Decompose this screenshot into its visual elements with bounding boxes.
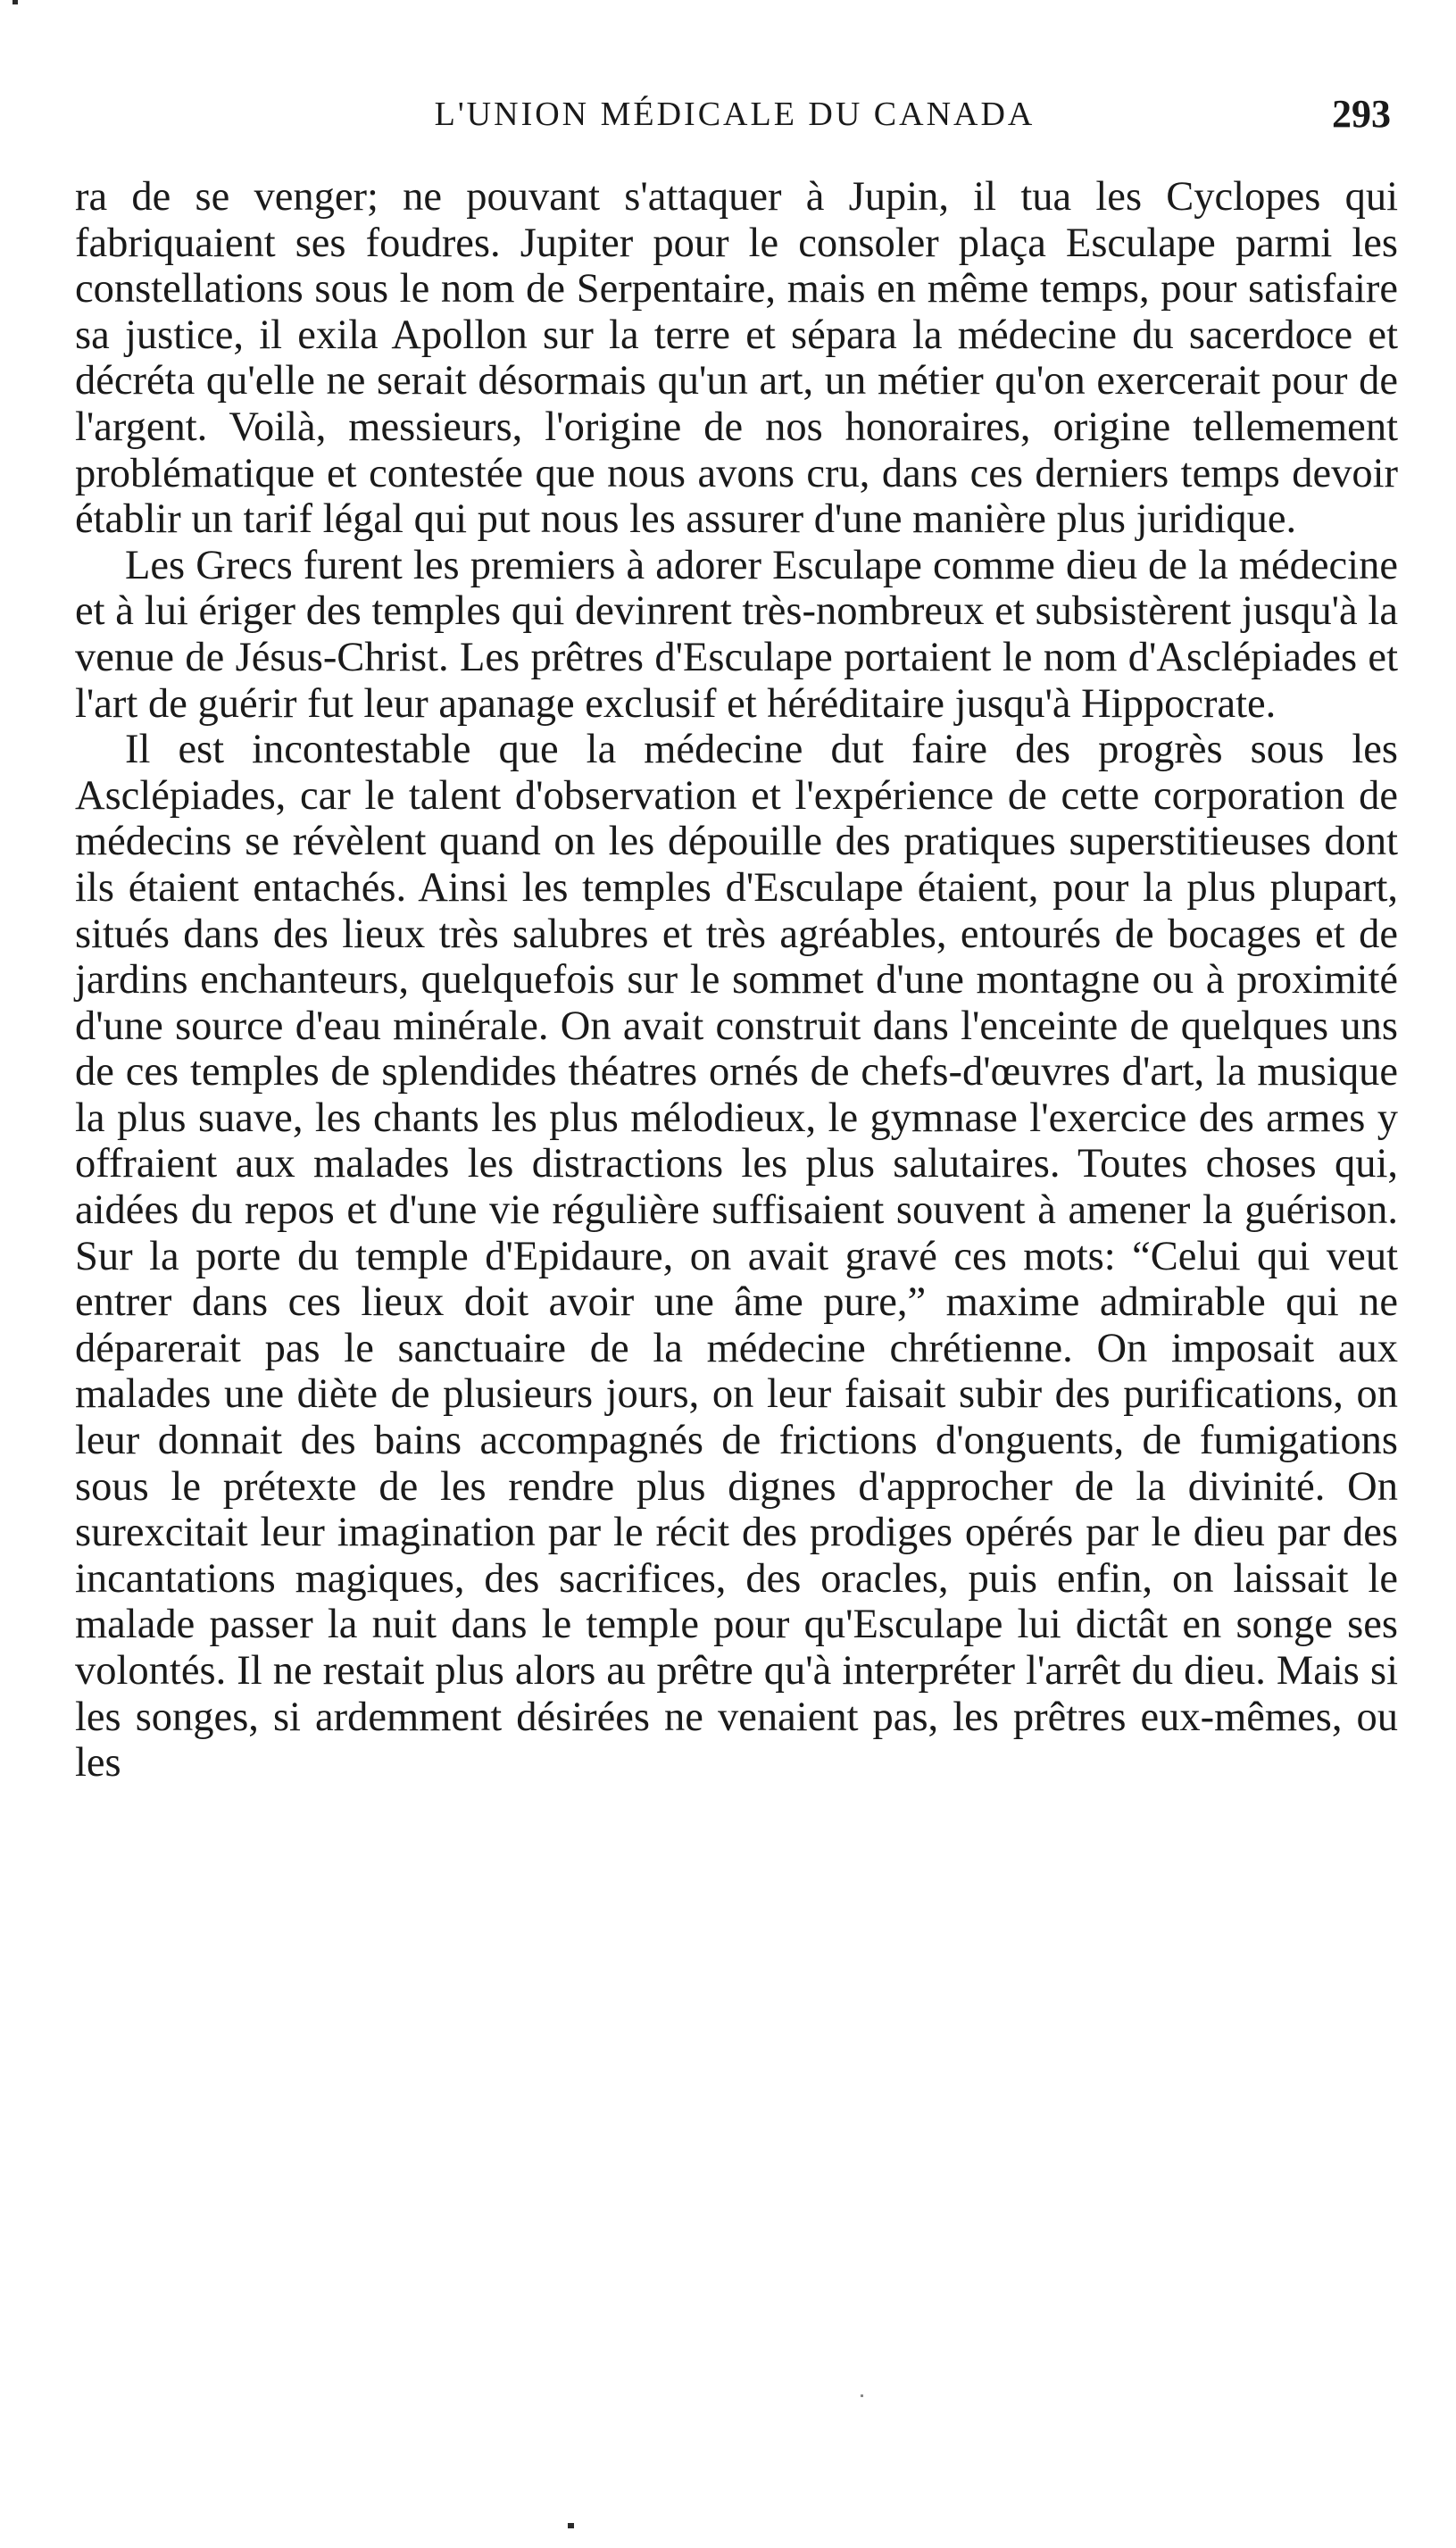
page-number: 293 [1332, 92, 1391, 136]
paragraph-3: Il est incontestable que la médecine dut faire des progrès sous les Asclépiades, car le talent d'observation et l'expérience de cette corporation de médecins se révèlent quand on les dépouille des pratiques superstitieuses dont ils étaient entachés. Ainsi les temples d'Esculape étaient, pour la plus plupart, situés dans des lieux très salubres et très agréables, entourés de bocages et de jardins enchanteurs, quelquefois sur le sommet d'une montagne ou à proximité d'une source d'eau minérale. On avait construit dans l'enceinte de quelques uns de ces temples de splendides théatres ornés de chefs-d'œuvres d'art, la musique la plus suave, les chants les plus mélodieux, le gymnase l'exercice des armes y offraient aux malades les distractions les plus salutaires. Toutes choses qui, aidées du repos et d'une vie régulière suffisaient souvent à amener la guérison. Sur la porte du temple d'Epidaure, on avait gravé ces mots: “Celui qui veut entrer dans ces lieux doit avoir une âme pure,” maxime admirable qui ne déparerait pas le sanctuaire de la médecine chrétienne. On imposait aux malades une diète de plusieurs jours, on leur faisait subir des purifications, on leur donnait des bains accompagnés de frictions d'onguents, de fumigations sous le prétexte de les rendre plus dignes d'approcher de la divinité. On surexcitait leur imagination par le récit des prodiges opérés par le dieu par des incantations magiques, des sacrifices, des oracles, puis enfin, on laissait le malade passer la nuit dans le temple pour qu'Esculape lui dictât en songe ses volontés. Il ne restait plus alors au prêtre qu'à interpréter l'arrêt du dieu. Mais si les songes, si ardemment désirées ne venaient pas, les prêtres eux-mêmes, ou les [75, 727, 1398, 1786]
scan-speck-top-left [12, 0, 18, 4]
scan-speck-lower-middle [861, 2394, 863, 2397]
journal-title: L'UNION MÉDICALE DU CANADA [434, 96, 1036, 133]
running-head [79, 91, 1391, 145]
article-body [75, 174, 1398, 1786]
paragraph-1: ra de se venger; ne pouvant s'attaquer à Jupin, il tua les Cyclopes qui fabriquaient ses foudres. Jupiter pour le consoler plaça Esculape parmi les constellations sous le nom de Serpentaire, mais en même temps, pour satisfaire sa justice, il exila Apollon sur la terre et sépara la médecine du sacerdoce et décréta qu'elle ne serait désormais qu'un art, un métier qu'on exercerait pour de l'argent. Voilà, messieurs, l'origine de nos honoraires, origine tellemement problématique et contestée que nous avons cru, dans ces derniers temps devoir établir un tarif légal qui put nous les assurer d'une manière plus juridique. [75, 174, 1398, 543]
scan-speck-bottom-center [568, 2523, 574, 2528]
paragraph-2: Les Grecs furent les premiers à adorer Esculape comme dieu de la médecine et à lui ériger des temples qui devinrent très-nombreux et subsistèrent jusqu'à la venue de Jésus-Christ. Les prêtres d'Esculape portaient le nom d'Asclépiades et l'art de guérir fut leur apanage exclusif et héréditaire jusqu'à Hippocrate. [75, 542, 1398, 727]
